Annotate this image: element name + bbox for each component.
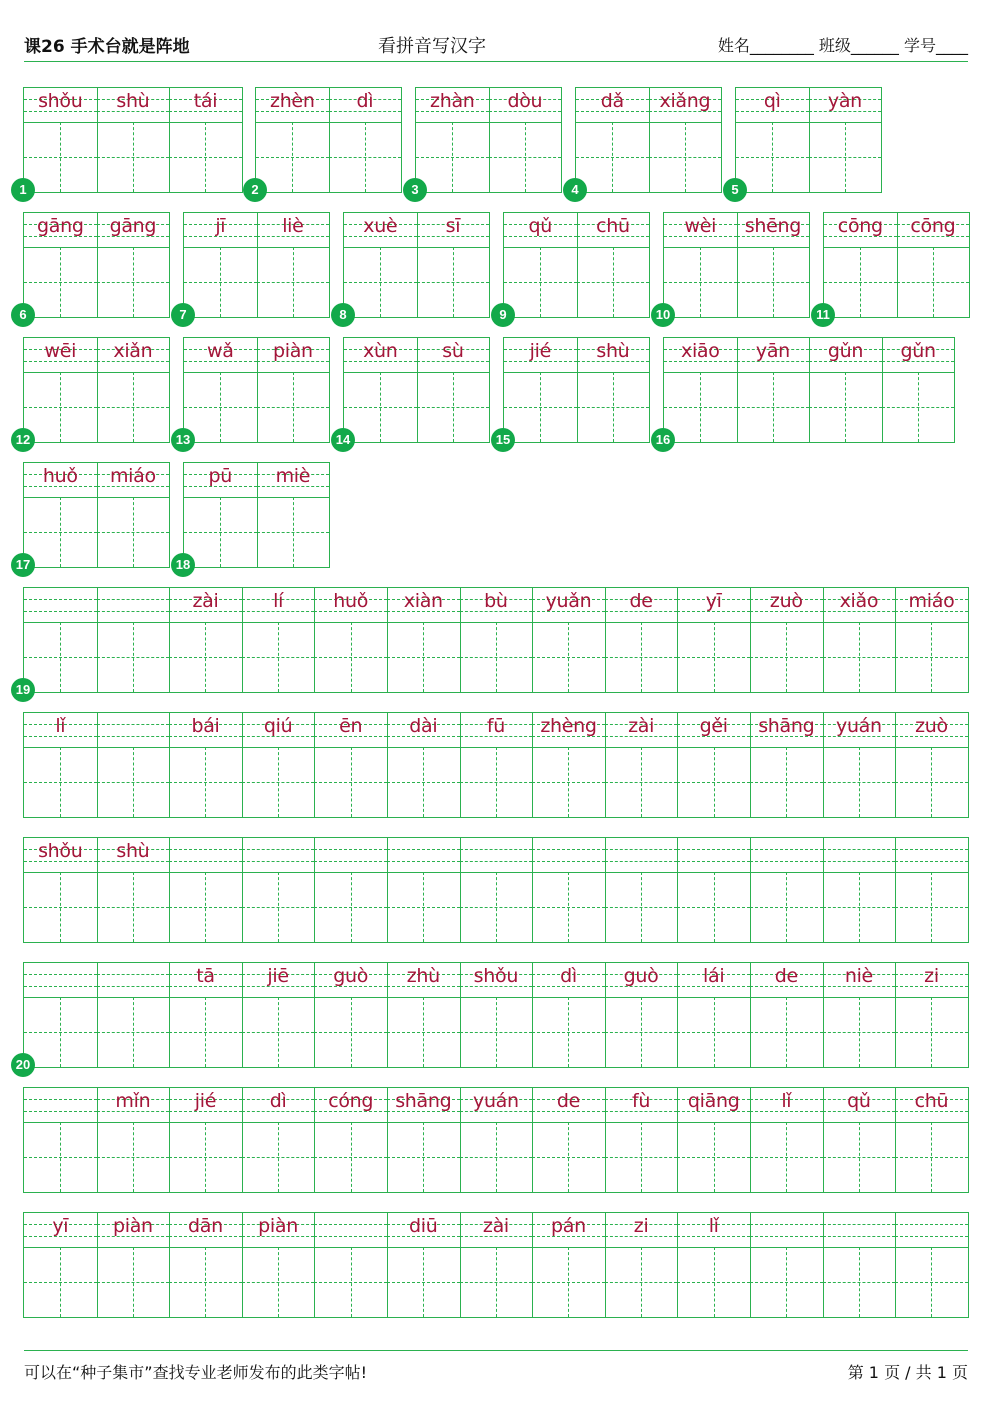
writing-cell[interactable] [257,463,330,567]
student-info-fields: 姓名________ 班级______ 学号____ [717,36,968,55]
writing-cell[interactable] [314,1213,387,1317]
pinyin-label: fù [632,1090,651,1112]
writing-cell[interactable] [504,213,577,317]
writing-cell[interactable] [605,963,678,1067]
writing-cell[interactable] [387,588,460,692]
question-number-badge: 6 [11,303,35,327]
pinyin-label: xuè [363,215,398,237]
pinyin-label: gěi [699,715,728,737]
pinyin-label: shǒu [38,90,83,112]
question-number-badge: 2 [243,178,267,202]
pinyin-label: fū [486,715,505,737]
writing-cell[interactable] [257,213,330,317]
writing-cell[interactable] [97,1213,170,1317]
pinyin-label: dān [188,1215,223,1237]
word-item-grid [575,87,722,193]
pinyin-label: guò [333,965,369,987]
pinyin-label: ēn [339,715,363,737]
pinyin-label: qì [763,90,781,112]
pinyin-label: tā [196,965,215,987]
pinyin-label: yī [705,590,722,612]
writing-cell[interactable] [736,88,809,192]
writing-cell[interactable] [605,838,678,942]
question-number-badge: 11 [811,303,835,327]
writing-cell[interactable] [24,1213,97,1317]
pinyin-label: zhèn [270,90,315,112]
writing-cell[interactable] [460,838,533,942]
writing-cell[interactable] [314,963,387,1067]
writing-cell[interactable] [823,838,896,942]
pinyin-label: shù [116,90,150,112]
word-item-grid [183,212,330,318]
writing-cell[interactable] [416,88,489,192]
pinyin-label: qǔ [847,1090,871,1112]
pinyin-label: sù [442,340,464,362]
sentence-row-grid [23,837,969,943]
pinyin-label: de [629,590,653,612]
writing-cell[interactable] [460,1088,533,1192]
writing-cell[interactable] [314,588,387,692]
question-number-badge: 14 [331,428,355,452]
writing-cell[interactable] [184,463,257,567]
writing-cell[interactable] [577,338,650,442]
pinyin-label: miáo [109,465,156,487]
writing-cell[interactable] [750,838,823,942]
writing-cell[interactable] [169,1213,242,1317]
pinyin-label: gǔn [827,340,864,362]
pinyin-label: de [556,1090,581,1112]
pinyin-label: zài [482,1215,509,1237]
pinyin-label: piàn [272,340,313,362]
writing-cell[interactable] [184,213,257,317]
pinyin-label: shāng [395,1090,452,1112]
writing-cell[interactable] [677,713,750,817]
writing-cell[interactable] [677,588,750,692]
word-item-grid [343,212,490,318]
pinyin-label: dǎ [600,90,624,112]
pinyin-label: chū [596,215,630,237]
pinyin-label: zi [924,965,939,987]
writing-cell[interactable] [577,213,650,317]
writing-cell[interactable] [169,1088,242,1192]
writing-cell[interactable] [460,963,533,1067]
sentence-row-grid [23,1212,969,1318]
pinyin-label: zhèng [540,715,597,737]
pinyin-label: niè [844,965,873,987]
writing-cell[interactable] [895,713,968,817]
writing-cell[interactable] [169,963,242,1067]
writing-cell[interactable] [97,88,170,192]
pinyin-label: zuò [769,590,803,612]
page-number: 第 1 页 / 共 1 页 [847,1363,968,1382]
writing-cell[interactable] [823,1213,896,1317]
writing-cell[interactable] [97,713,170,817]
writing-cell[interactable] [532,838,605,942]
sentence-row-grid [23,712,969,818]
pinyin-label: cōng [910,215,956,237]
writing-cell[interactable] [97,213,170,317]
sentence-row-grid [23,587,969,693]
writing-cell[interactable] [532,588,605,692]
writing-cell[interactable] [242,838,315,942]
pinyin-label: lí [273,590,284,612]
pinyin-label: chū [914,1090,949,1112]
writing-cell[interactable] [605,1213,678,1317]
pinyin-label: dòu [507,90,543,112]
writing-cell[interactable] [677,838,750,942]
pinyin-label: lǐ [708,1215,719,1237]
writing-cell[interactable] [489,88,562,192]
writing-cell[interactable] [169,713,242,817]
word-item-grid [663,337,955,443]
pinyin-label: miè [275,465,311,487]
writing-cell[interactable] [460,1213,533,1317]
pinyin-label: xiǎn [113,340,153,362]
writing-cell[interactable] [664,213,737,317]
writing-cell[interactable] [97,338,170,442]
pinyin-label: zhàn [430,90,475,112]
writing-cell[interactable] [242,963,315,1067]
writing-cell[interactable] [387,838,460,942]
footer-note: 可以在“种子集市”查找专业老师发布的此类字帖! [24,1363,367,1382]
writing-cell[interactable] [329,88,402,192]
pinyin-label: xiāo [681,340,720,362]
writing-cell[interactable] [605,1088,678,1192]
pinyin-label: shù [596,340,630,362]
writing-cell[interactable] [882,338,955,442]
pinyin-label: yān [755,340,790,362]
writing-cell[interactable] [97,963,170,1067]
pinyin-label: gāng [109,215,157,237]
writing-cell[interactable] [532,963,605,1067]
writing-cell[interactable] [605,713,678,817]
writing-cell[interactable] [532,1213,605,1317]
writing-cell[interactable] [823,588,896,692]
pinyin-label: liè [282,215,304,237]
pinyin-label: tái [193,90,218,112]
writing-cell[interactable] [169,838,242,942]
writing-cell[interactable] [169,588,242,692]
writing-cell[interactable] [895,588,968,692]
writing-cell[interactable] [750,1088,823,1192]
writing-cell[interactable] [737,213,810,317]
writing-cell[interactable] [24,463,97,567]
question-number-badge: 13 [171,428,195,452]
word-item-grid [415,87,562,193]
question-number-badge: 10 [651,303,675,327]
writing-cell[interactable] [257,338,330,442]
question-number-badge: 19 [11,678,35,702]
pinyin-label: zi [633,1215,649,1237]
pinyin-label: sī [445,215,461,237]
writing-cell[interactable] [184,338,257,442]
writing-cell[interactable] [750,1213,823,1317]
pinyin-label: shù [116,840,150,862]
pinyin-label: yuán [473,1090,519,1112]
writing-cell[interactable] [664,338,737,442]
writing-cell[interactable] [387,713,460,817]
pinyin-label: qiú [263,715,293,737]
question-number-badge: 8 [331,303,355,327]
writing-cell[interactable] [314,713,387,817]
writing-cell[interactable] [24,338,97,442]
writing-cell[interactable] [605,588,678,692]
pinyin-label: mǐn [115,1090,151,1112]
pinyin-label: huǒ [42,465,78,487]
writing-cell[interactable] [895,963,968,1067]
pinyin-label: gāng [36,215,84,237]
pinyin-label: lǐ [55,715,66,737]
question-number-badge: 20 [11,1053,35,1077]
pinyin-label: yuán [836,715,882,737]
pinyin-label: diū [409,1215,438,1237]
pinyin-label: lái [703,965,725,987]
pinyin-label: huǒ [333,590,369,612]
writing-cell[interactable] [24,213,97,317]
pinyin-label: jiē [267,965,289,987]
pinyin-label: jié [194,1090,217,1112]
writing-cell[interactable] [532,1088,605,1192]
pinyin-label: piàn [258,1215,298,1237]
writing-cell[interactable] [649,88,722,192]
word-item-grid [735,87,882,193]
writing-cell[interactable] [504,338,577,442]
pinyin-label: xiàn [403,590,443,612]
writing-cell[interactable] [677,963,750,1067]
pinyin-label: qiāng [687,1090,740,1112]
word-item-grid [503,212,650,318]
question-number-badge: 15 [491,428,515,452]
pinyin-label: guò [623,965,659,987]
word-item-grid [663,212,810,318]
pinyin-label: shāng [758,715,815,737]
pinyin-label: piàn [112,1215,153,1237]
pinyin-label: zuò [915,715,948,737]
pinyin-label: wēi [44,340,77,362]
pinyin-label: xiǎng [659,90,711,112]
pinyin-label: shēng [744,215,801,237]
writing-cell[interactable] [576,88,649,192]
sentence-row-grid [23,962,969,1068]
word-item-grid [23,87,243,193]
question-number-badge: 9 [491,303,515,327]
pinyin-label: de [774,965,798,987]
writing-cell[interactable] [97,588,170,692]
pinyin-label: wǎ [207,340,234,362]
writing-cell[interactable] [895,1213,968,1317]
writing-cell[interactable] [895,838,968,942]
writing-cell[interactable] [314,838,387,942]
writing-cell[interactable] [24,963,97,1067]
word-item-grid [255,87,402,193]
writing-cell[interactable] [387,1213,460,1317]
writing-cell[interactable] [344,338,417,442]
writing-cell[interactable] [24,838,97,942]
word-item-grid [183,462,330,568]
pinyin-label: gǔn [900,340,936,362]
pinyin-label: zài [628,715,655,737]
writing-cell[interactable] [97,1088,170,1192]
question-number-badge: 1 [11,178,35,202]
writing-cell[interactable] [823,713,896,817]
writing-cell[interactable] [169,88,242,192]
writing-cell[interactable] [24,88,97,192]
pinyin-label: qǔ [528,215,553,237]
writing-cell[interactable] [97,838,170,942]
pinyin-label: yàn [827,90,862,112]
pinyin-label: bù [484,590,508,612]
writing-cell[interactable] [242,588,315,692]
writing-cell[interactable] [750,713,823,817]
word-item-grid [823,212,970,318]
footer-divider [24,1350,968,1351]
writing-cell[interactable] [314,1088,387,1192]
writing-cell[interactable] [737,338,810,442]
writing-cell[interactable] [242,1213,315,1317]
writing-cell[interactable] [242,713,315,817]
question-number-badge: 12 [11,428,35,452]
pinyin-label: dì [356,90,374,112]
writing-cell[interactable] [823,1088,896,1192]
writing-cell[interactable] [460,588,533,692]
pinyin-label: cōng [837,215,883,237]
writing-cell[interactable] [417,338,490,442]
writing-cell[interactable] [97,463,170,567]
writing-cell[interactable] [460,713,533,817]
pinyin-label: yī [52,1215,69,1237]
writing-cell[interactable] [895,1088,968,1192]
pinyin-label: shǒu [473,965,519,987]
question-number-badge: 7 [171,303,195,327]
writing-cell[interactable] [24,1088,97,1192]
writing-cell[interactable] [242,1088,315,1192]
lesson-title: 课26 手术台就是阵地 [24,37,190,57]
writing-cell[interactable] [344,213,417,317]
word-item-grid [23,212,170,318]
writing-cell[interactable] [897,213,970,317]
pinyin-label: yuǎn [545,590,592,612]
writing-cell[interactable] [387,1088,460,1192]
question-number-badge: 16 [651,428,675,452]
writing-cell[interactable] [750,588,823,692]
word-item-grid [503,337,650,443]
writing-cell[interactable] [24,588,97,692]
pinyin-label: pán [551,1215,586,1237]
writing-cell[interactable] [256,88,329,192]
pinyin-label: dì [269,1090,287,1112]
writing-cell[interactable] [677,1088,750,1192]
pinyin-label: dì [560,965,577,987]
pinyin-label: zài [192,590,219,612]
pinyin-label: xiǎo [839,590,879,612]
pinyin-label: miáo [908,590,955,612]
word-item-grid [23,337,170,443]
pinyin-label: jī [215,215,226,237]
pinyin-label: shǒu [38,840,83,862]
writing-cell[interactable] [24,713,97,817]
pinyin-label: pū [208,465,233,487]
question-number-badge: 3 [403,178,427,202]
word-item-grid [183,337,330,443]
pinyin-label: xùn [363,340,398,362]
question-number-badge: 17 [11,553,35,577]
question-number-badge: 18 [171,553,195,577]
writing-cell[interactable] [677,1213,750,1317]
writing-cell[interactable] [809,338,882,442]
word-item-grid [343,337,490,443]
question-number-badge: 5 [723,178,747,202]
word-item-grid [23,462,170,568]
pinyin-label: zhù [406,965,440,987]
pinyin-label: lǐ [781,1090,792,1112]
writing-cell[interactable] [823,963,896,1067]
question-number-badge: 4 [563,178,587,202]
header-divider [24,61,968,62]
pinyin-label: jié [529,340,551,362]
pinyin-label: dài [409,715,438,737]
sentence-row-grid [23,1087,969,1193]
writing-cell[interactable] [809,88,882,192]
pinyin-label: bái [191,715,220,737]
task-title: 看拼音写汉字 [378,36,486,57]
writing-cell[interactable] [417,213,490,317]
writing-cell[interactable] [750,963,823,1067]
pinyin-label: cóng [328,1090,374,1112]
writing-cell[interactable] [532,713,605,817]
pinyin-label: wèi [684,215,717,237]
writing-cell[interactable] [824,213,897,317]
writing-cell[interactable] [387,963,460,1067]
